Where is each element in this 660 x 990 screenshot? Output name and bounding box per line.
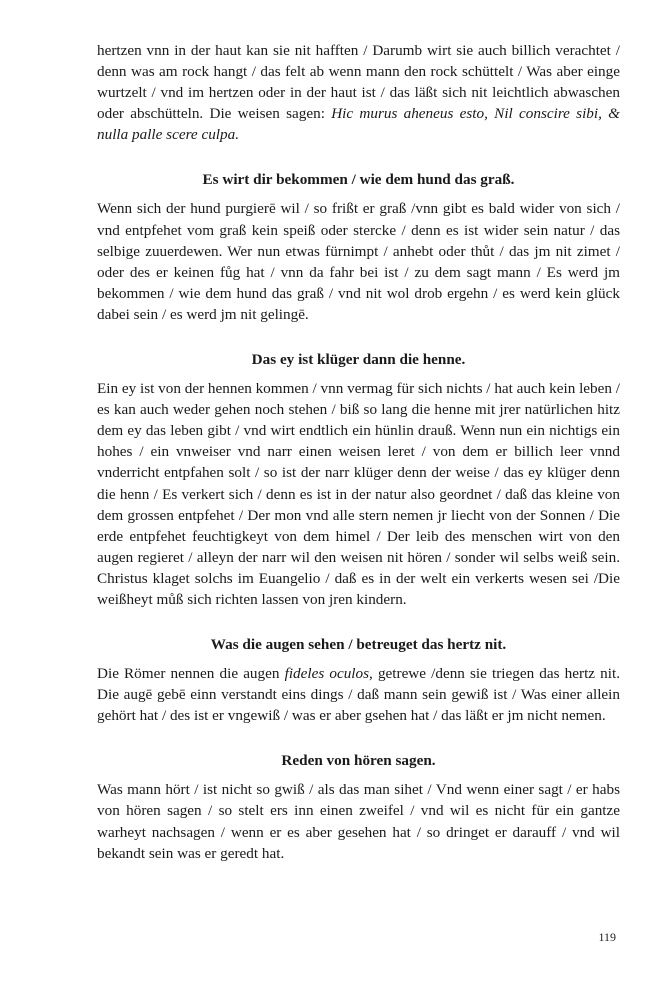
augen-text-before: Die Römer nennen die augen [97,665,285,683]
section-heading-hoeren: Reden von hören sagen. [281,752,436,770]
page-body [97,40,620,864]
section-heading-hund: Es wirt dir bekommen / wie dem hund das graß. [202,171,515,189]
intro-latin-quote: Hic murus aheneus esto, Nil conscire sibi, & nulla palle scere culpa. [97,105,620,144]
section-body-augen [97,663,620,726]
augen-text-after: getrewe /denn sie triegen das hertz nit. Die augē gebē einn verstandt eins dings / daß mann sein gewiß ist / Was einer allein gehört hat / des ist er vngewiß / was er aber gsehen hat / das läßt er jm nicht nemen. [97,665,620,725]
augen-latin-term: fideles oculos, [284,665,373,683]
section-heading-ey: Das ey ist klüger dann die henne. [251,351,466,369]
section-heading-augen: Was die augen sehen / betreuget das hertz nit. [210,636,507,654]
section-body-ey: Ein ey ist von der hennen kommen / vnn vermag für sich nichts / hat auch kein leben / es kan auch weder gehen noch stehen / biß so lang die henne mit jrer natürlichen hitz dem ey das leben gibt / vnd wirt endtlich ein hünlin drauß. Wenn nun ein nichtigs ein hohes / ein vnweiser vnd narr einen weisen leret / von dem er billich leer vnnd vnderricht entpfahen solt / so ist der narr klüger denn der weise / das ey klüger denn die henn / Es verkert sich / denn es ist in der natur also geordnet / daß das kleine von dem grossen entpfehet / Der mon vnd alle stern nemen jr liecht von der Sonnen / Die erde entpfehet feuchtigkeyt von dem himel / Der leib des menschen wirt von den augen regieret / alleyn der narr wil den weisen nit hören / sonder wil selbs weiß sein. Christus klaget solchs im Euangelio / daß es in der welt ein verkerts wesen sei /Die weißheyt můß sich richten lassen von jren kindern. [97,380,620,608]
intro-paragraph [97,40,620,145]
intro-text: hertzen vnn in der haut kan sie nit hafften / Darumb wirt sie auch billich verachtet / denn was am rock hangt / das felt ab wenn mann den rock schüttelt / Was aber einge wurtzelt / vnd im hertzen oder in der haut ist / das läßt sich nit leichtlich abwaschen oder abschütteln. Die weisen sagen: [97,42,620,123]
section-body-hund: Wenn sich der hund purgierē wil / so frißt er graß /vnn gibt es bald wider von sich / vnd entpfehet vom graß kein speiß oder stercke / denn es ist wider sein natur / das selbige zuuerdewen. Wer nun etwas fürnimpt / anhebt oder thůt / das jm nit zimet / oder des er keinen fůg hat / vnn da fahr bei ist / zu dem sagt mann / Es werd jm bekommen / wie dem hund das graß / vnd nit wol drob ergehn / es werd kein glück dabei sein / es werd jm nit gelingē. [97,200,620,323]
page-number: 119 [598,930,616,944]
section-body-hoeren: Was mann hört / ist nicht so gwiß / als das man sihet / Vnd wenn einer sagt / er habs von hören sagen / so stelt ers inn einen zweifel / vnd wil es nicht für ein gantze warheyt nachsagen / wenn er es aber gesehen hat / so dringet er darauff / vnd wil bekandt sein was er geredt hat. [97,781,620,862]
